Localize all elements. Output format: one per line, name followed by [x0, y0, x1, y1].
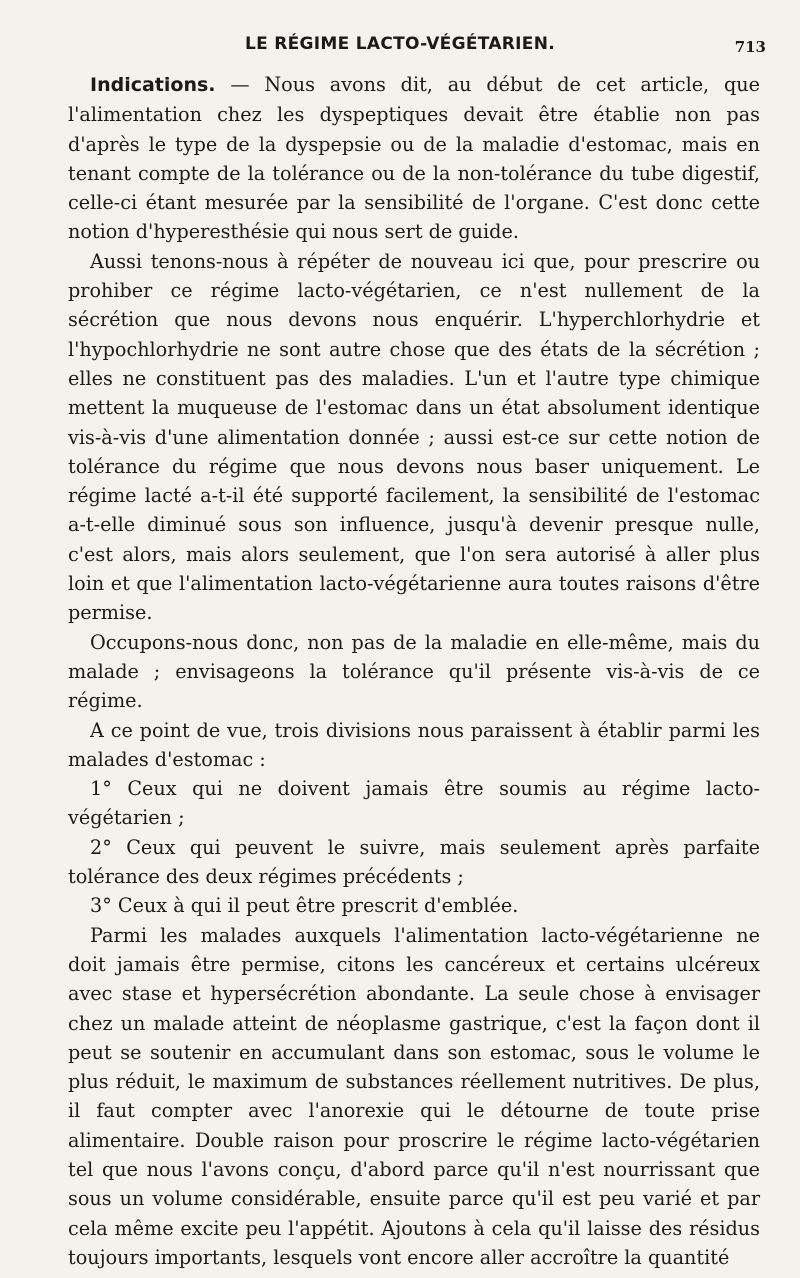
paragraph: A ce point de vue, trois divisions nous paraissent à établir parmi les malades d'estomac : — [68, 718, 760, 771]
list-item: 2° Ceux qui peuvent le suivre, mais seulement après parfaite tolérance des deux régimes précédents ; — [68, 835, 760, 889]
list-item: 3° Ceux à qui il peut être prescrit d'emblée. — [90, 894, 519, 918]
list-item: 1° Ceux qui ne doivent jamais être soumis au régime lacto-végétarien ; — [68, 777, 760, 830]
page-number: 713 — [734, 38, 766, 56]
paragraph: Aussi tenons-nous à répéter de nouveau ici que, pour prescrire ou prohiber ce régime lacto-végétarien, ce n'est nullement de la sécrétion que nous devons nous enquérir. L'hyperchlorhydrie et l'hypochlorhydrie ne sont autre chose que des états de la sécrétion ; elles ne constituent pas des maladies. L'un et l'autre type chimique mettent la muqueuse de l'estomac dans un état absolument identique vis-à-vis d'une alimentation donnée ; aussi est-ce sur cette notion de tolérance du régime que nous devons nous baser uniquement. Le régime lacté a-t-il été supporté facilement, la sensibilité de l'estomac a-t-elle diminué sous son influence, jusqu'à devenir presque nulle, c'est alors, mais alors seulement, que l'on sera autorisé à aller plus loin et que l'alimentation lacto-végétarienne aura toutes raisons d'être permise. — [68, 249, 760, 625]
paragraph: Parmi les malades auxquels l'alimentation lacto-végétarienne ne doit jamais être permise, citons les cancéreux et certains ulcéreux avec stase et hypersécrétion abondante. La seule chose à envisager chez un malade atteint de néoplasme gastrique, c'est la façon dont il peut se soutenir en accumulant dans son estomac, sous le volume le plus réduit, le maximum de substances réellement nutritives. De plus, il faut compter avec l'anorexie qui le détourne de toute prise alimentaire. Double raison pour proscrire le régime lacto-végétarien tel que nous l'avons conçu, d'abord parce qu'il n'est nourrissant que sous un volume considérable, ensuite parce qu'il est peu varié et par cela même excite peu l'appétit. Ajoutons à cela qu'il laisse des résidus toujours importants, lesquels vont encore aller accroître la quantité — [68, 923, 760, 1269]
running-head — [0, 32, 800, 62]
running-title: LE RÉGIME LACTO-VÉGÉTARIEN. — [244, 34, 556, 54]
paragraph: Occupons-nous donc, non pas de la maladie en elle-même, mais du malade ; envisageons la tolérance qu'il présente vis-à-vis de ce régime. — [68, 630, 760, 713]
paragraph-indications — [68, 70, 760, 247]
text-body — [68, 70, 760, 1272]
section-lead-in: Indications. — [90, 74, 216, 96]
paragraph-text: — Nous avons dit, au début de cet article, que l'alimentation chez les dyspeptiques devait être établie non pas d'après le type de la dyspepsie ou de la maladie d'estomac, mais en tenant compte de la tolérance ou de la non-tolérance du tube digestif, celle-ci étant mesurée par la sensibilité de l'organe. C'est donc cette notion d'hyperesthésie qui nous sert de guide. — [68, 73, 760, 244]
